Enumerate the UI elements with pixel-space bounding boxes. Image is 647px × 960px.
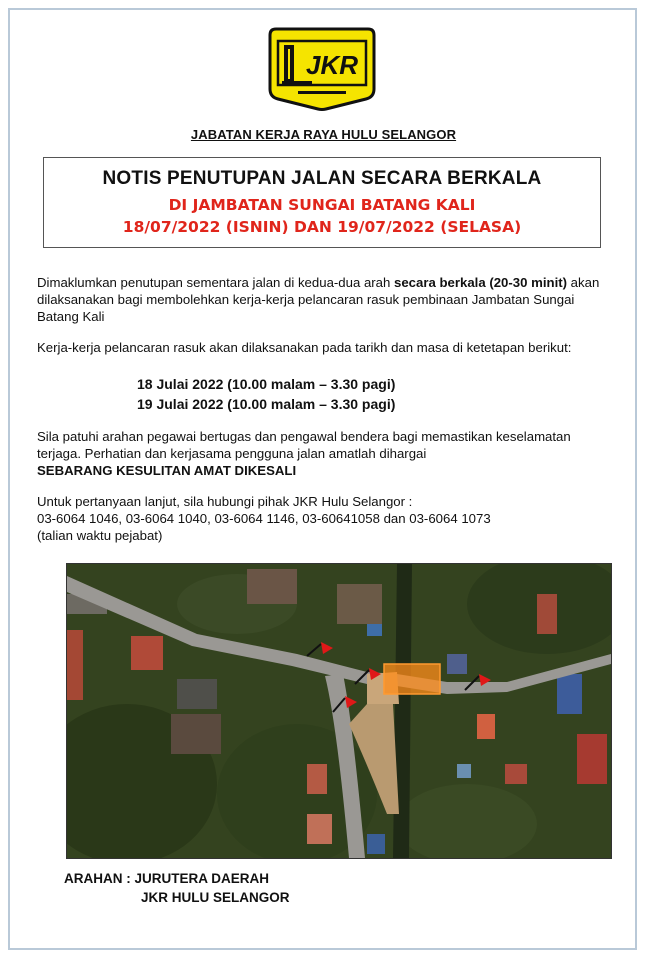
- satellite-image: [67, 564, 611, 858]
- notice-dates: 18/07/2022 (ISNIN) DAN 19/07/2022 (SELASA): [122, 218, 522, 236]
- instructions-text: Sila patuhi arahan pegawai bertugas dan pengawal bendera bagi memastikan keselamatan terjaga. Perhatian dan kerjasama pengguna jalan amatlah dihargai: [37, 429, 571, 461]
- contact-intro: Untuk pertanyaan lanjut, sila hubungi pihak JKR Hulu Selangor :: [37, 494, 413, 509]
- schedule-item: 18 Julai 2022 (10.00 malam – 3.30 pagi): [137, 376, 396, 392]
- apology-text: SEBARANG KESULITAN AMAT DIKESALI: [37, 463, 297, 478]
- signoff-line-2: JKR HULU SELANGOR: [141, 890, 290, 905]
- notice-location: DI JAMBATAN SUNGAI BATANG KALI: [168, 196, 476, 214]
- signoff-line-1: ARAHAN : JURUTERA DAERAH: [64, 871, 269, 886]
- site-map: [66, 563, 612, 859]
- paragraph-schedule-intro: Kerja-kerja pelancaran rasuk akan dilaksanakan pada tarikh dan masa di ketetapan berikut:: [37, 340, 572, 355]
- paragraph-closure-text-end: akan dilaksanakan bagi membolehkan kerja-kerja pelancaran rasuk pembinaan Jambatan Sungai Batang Kali: [37, 275, 600, 324]
- notice-title: NOTIS PENUTUPAN JALAN SECARA BERKALA: [102, 168, 542, 189]
- paragraph-contact: [37, 493, 617, 544]
- closure-duration: secara berkala (20-30 minit): [394, 275, 568, 290]
- notice-title-box: [43, 157, 601, 248]
- contact-hours: (talian waktu pejabat): [37, 528, 163, 543]
- svg-text:JKR: JKR: [305, 50, 359, 80]
- department-name: JABATAN KERJA RAYA HULU SELANGOR: [190, 127, 457, 142]
- paragraph-closure-text: Dimaklumkan penutupan sementara jalan di kedua-dua arah: [37, 275, 395, 290]
- contact-numbers: 03-6064 1046, 03-6064 1040, 03-6064 1146, 03-60641058 dan 03-6064 1073: [37, 511, 491, 526]
- jkr-logo: [268, 27, 376, 111]
- schedule-item: 19 Julai 2022 (10.00 malam – 3.30 pagi): [137, 396, 396, 412]
- paragraph-closure: [37, 274, 617, 325]
- schedule-list: [137, 374, 395, 414]
- paragraph-instructions: [37, 428, 617, 479]
